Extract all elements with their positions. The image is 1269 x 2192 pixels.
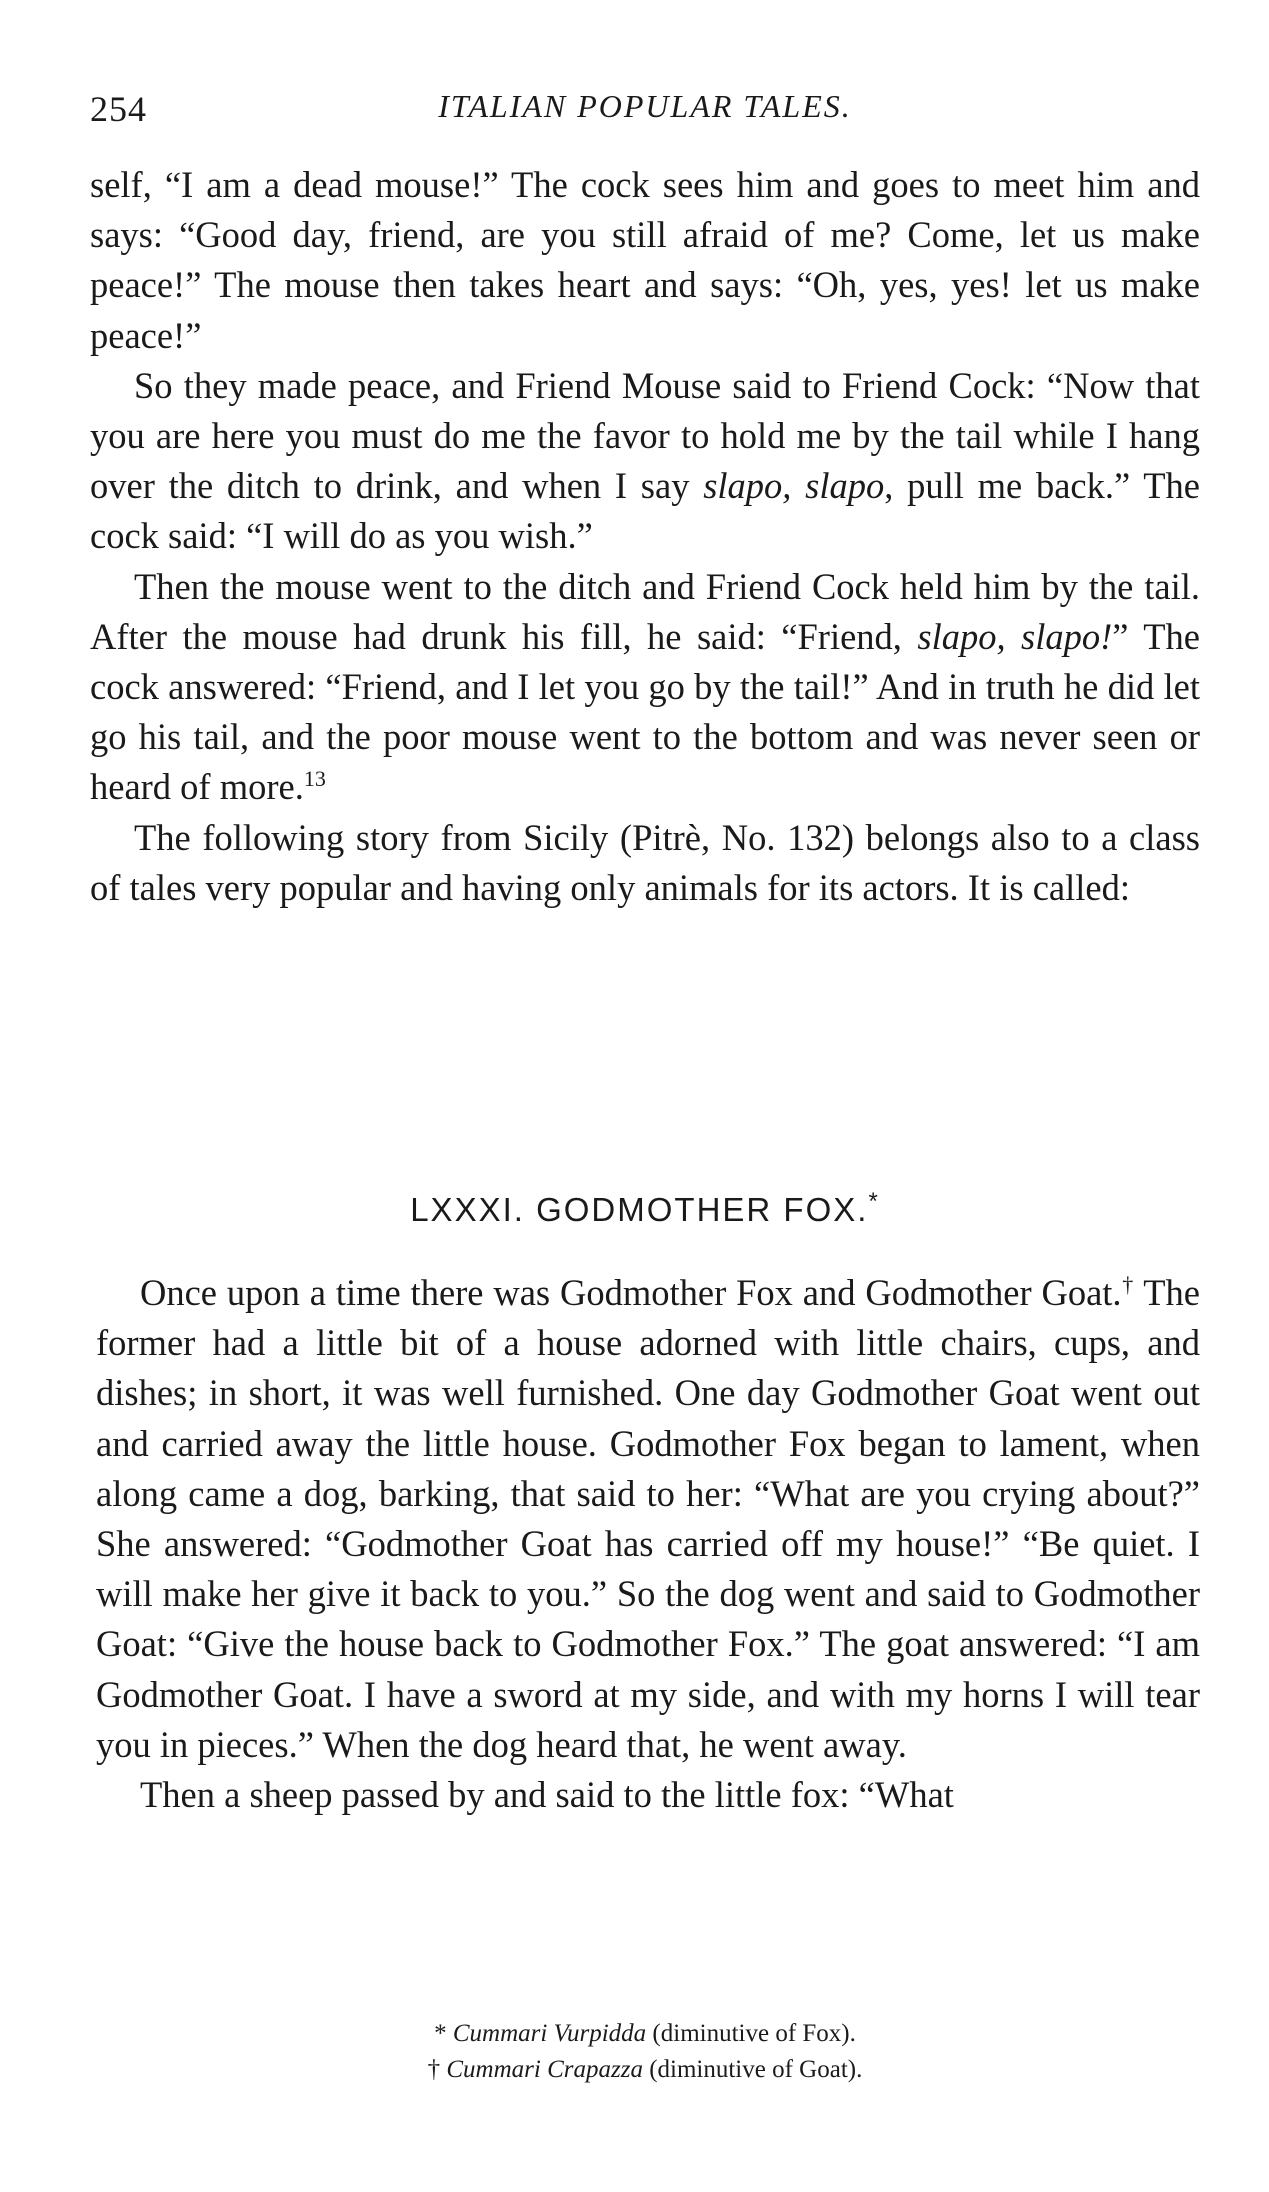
footnote: [90, 2016, 1200, 2052]
paragraph: [90, 160, 1200, 361]
text-run: †: [427, 2056, 447, 2083]
text-run: self, “I am a dead mouse!” The cock sees him and goes to meet him and says: “Good day, friend, are you still afraid of me? Come, let us make peace!” The mouse then takes heart and says: “Oh, yes, yes! let us make peace!”: [90, 164, 1200, 356]
paragraph: [90, 813, 1200, 913]
page-number: 254: [90, 89, 147, 129]
italic-run: slapo, slapo!: [917, 615, 1113, 657]
footnote: [90, 2052, 1200, 2088]
text-run: So they made peace, and Friend Mouse said to Friend Cock: “Now that you are here you must do me the favor to hold me by the tail while I hang over the ditch to drink, and when I say: [90, 364, 1200, 507]
text-run: *: [434, 2020, 453, 2047]
story-text: [96, 1268, 1200, 1820]
italic-run: Cummari Vurpidda: [452, 2020, 647, 2047]
story-paragraph: [96, 1770, 1200, 1820]
footnotes: [90, 2016, 1200, 2088]
running-title: ITALIAN POPULAR TALES.: [438, 88, 852, 124]
italic-run: slapo, slapo: [703, 465, 885, 507]
text-run: (diminutive of Goat).: [642, 2056, 863, 2083]
text-run: ” The cock answered: “Friend, and I let you go by the tail!” And in truth he did let go his tail, and the poor mouse went to the bottom and was never seen or heard of more.: [90, 615, 1200, 808]
text-run: The former had a little bit of a house adorned with little chairs, cups, and dishes; in short, it was well furnished. One day Godmother Goat went out and carried away the little house. Godmother Fox began to lament, when along came a dog, barking, that said to her: “What are you crying about?” She answered: “Godmother Goat has carried off my house!” “Be quiet. I will make her give it back to you.” So the dog went and said to Godmother Goat: “Give the house back to Godmother Fox.” The goat answered: “I am Godmother Goat. I have a sword at my side, and with my horns I will tear you in pieces.” When the dog heard that, he went away.: [96, 1272, 1201, 1765]
section-heading-text: LXXXI. GODMOTHER FOX.: [410, 1191, 869, 1228]
footnote-ref: †: [1121, 1271, 1135, 1297]
paragraph: [90, 562, 1200, 813]
text-run: The following story from Sicily (Pitrè, No. 132) belongs also to a class of tales very popular and having only animals for its actors. It is called:: [90, 816, 1200, 908]
text-run: Once upon a time there was Godmother Fox and Godmother Goat.: [140, 1272, 1122, 1313]
footnote-ref: 13: [303, 766, 326, 792]
page-header: [90, 88, 1200, 138]
story-paragraph: [96, 1268, 1200, 1770]
text-run: Then a sheep passed by and said to the little fox: “What: [140, 1774, 954, 1816]
body-text: [90, 160, 1200, 913]
text-run: , pull me back.” The cock said: “I will do as you wish.”: [90, 465, 1201, 557]
italic-run: Cummari Crapazza: [446, 2056, 643, 2083]
text-run: (diminutive of Fox).: [646, 2020, 856, 2047]
text-run: Then the mouse went to the ditch and Friend Cock held him by the tail. After the mouse had drunk his fill, he said: “Friend,: [90, 565, 1200, 657]
section-heading-footnote-mark: *: [868, 1188, 880, 1215]
paragraph: [90, 361, 1200, 562]
section-heading: [90, 1188, 1200, 1229]
